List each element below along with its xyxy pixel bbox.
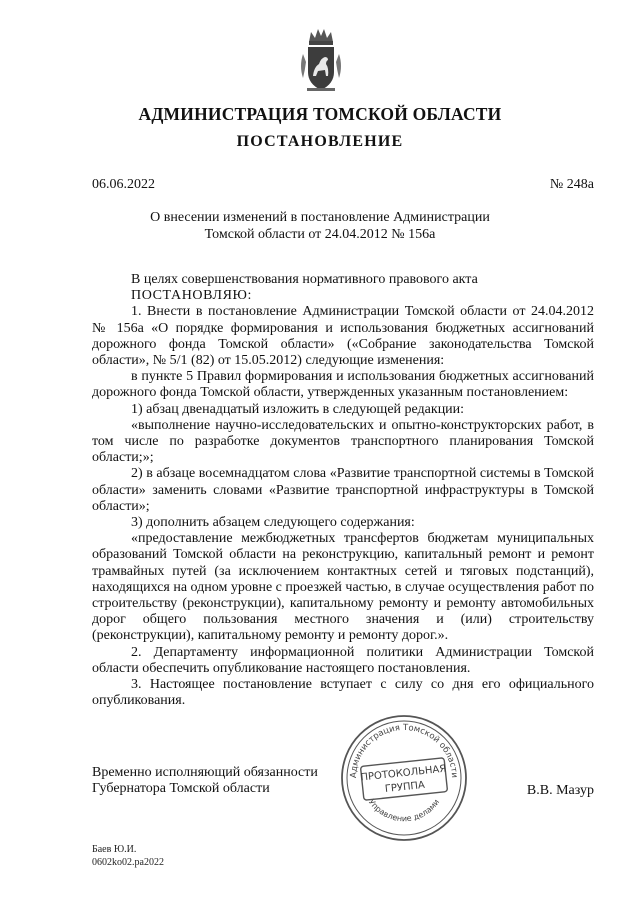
signatory-position <box>92 765 318 797</box>
body-paragraph: «предоставление межбюджетных трансфертов бюджетам муниципальных образований Томской области на реконструкцию, капитальный ремонт и ремонт трамвайных путей (за исключением контактных сетей и тяговых подстанций), находящихся на одном уровне с проезжей частью, в случае осуществления работ по строительству (реконструкции), капитальному ремонту и ремонту автомобильных дорог общего пользования местного значения и (или) строительству (реконструкции), капитальному ремонту и ремонту дорог.». <box>92 531 594 644</box>
tomsk-coat-of-arms-icon <box>299 26 343 98</box>
stamp-bottom-text: Управление делами <box>366 797 442 824</box>
organization-title: АДМИНИСТРАЦИЯ ТОМСКОЙ ОБЛАСТИ <box>138 104 502 124</box>
document-footer <box>92 843 164 869</box>
footer-doc-code: 0602ko02.pa2022 <box>92 857 164 868</box>
body-paragraph: 2. Департаменту информационной политики Администрации Томской области обеспечить опубликование настоящего постановления. <box>92 644 594 676</box>
body-paragraph: 3) дополнить абзацем следующего содержания: <box>131 515 415 531</box>
subject-line: Томской области от 24.04.2012 № 156а <box>204 227 436 242</box>
footer-author: Баев Ю.И. <box>92 844 137 855</box>
subject-line: О внесении изменений в постановление Администрации <box>150 210 490 225</box>
decree-word: ПОСТАНОВЛЯЮ: <box>131 288 253 304</box>
stamp-ring-text: Администрация Томской области <box>348 722 460 779</box>
document-number: № 248а <box>549 177 594 192</box>
body-paragraph: 1) абзац двенадцатый изложить в следующей редакции: <box>131 401 465 417</box>
body-paragraph: 2) в абзаце восемнадцатом слова «Развитие транспортной системы в Томской области» заменить словами «Развитие транспортной инфраструктуры в Томской области»; <box>92 466 594 514</box>
document-subject <box>140 209 500 243</box>
body-paragraph: 1. Внести в постановление Администрации Томской области от 24.04.2012 № 156а «О порядке формирования и использования бюджетных ассигнований дорожного фонда Томской области» («Собрание законодательства Томской области», № 5/1 (82) от 15.05.2012) следующие изменения: <box>92 304 594 369</box>
document-type: ПОСТАНОВЛЕНИЕ <box>236 133 404 150</box>
document-date: 06.06.2022 <box>92 177 155 192</box>
body-paragraph: в пункте 5 Правил формирования и использования бюджетных ассигнований дорожного фонда Томской области, утвержденных указанным постановлением: <box>92 369 594 401</box>
document-body <box>92 272 594 709</box>
official-stamp <box>338 712 470 844</box>
body-paragraph: 3. Настоящее постановление вступает с силу со дня его официального опубликования. <box>92 677 594 709</box>
signatory-position-line: Губернатора Томской области <box>92 781 270 796</box>
signatory-position-line: Временно исполняющий обязанности <box>92 765 318 780</box>
stamp-center-line: ГРУППА <box>384 779 426 796</box>
body-paragraph: «выполнение научно-исследовательских и опытно-конструкторских работ, в том числе по разработке документов транспортного планирования Томской области;»; <box>92 417 594 466</box>
stamp-center-line: ПРОТОКОЛЬНАЯ <box>360 763 447 784</box>
signatory-name: В.В. Мазур <box>526 783 594 798</box>
preamble-paragraph: В целях совершенствования нормативного правового акта <box>131 272 478 287</box>
